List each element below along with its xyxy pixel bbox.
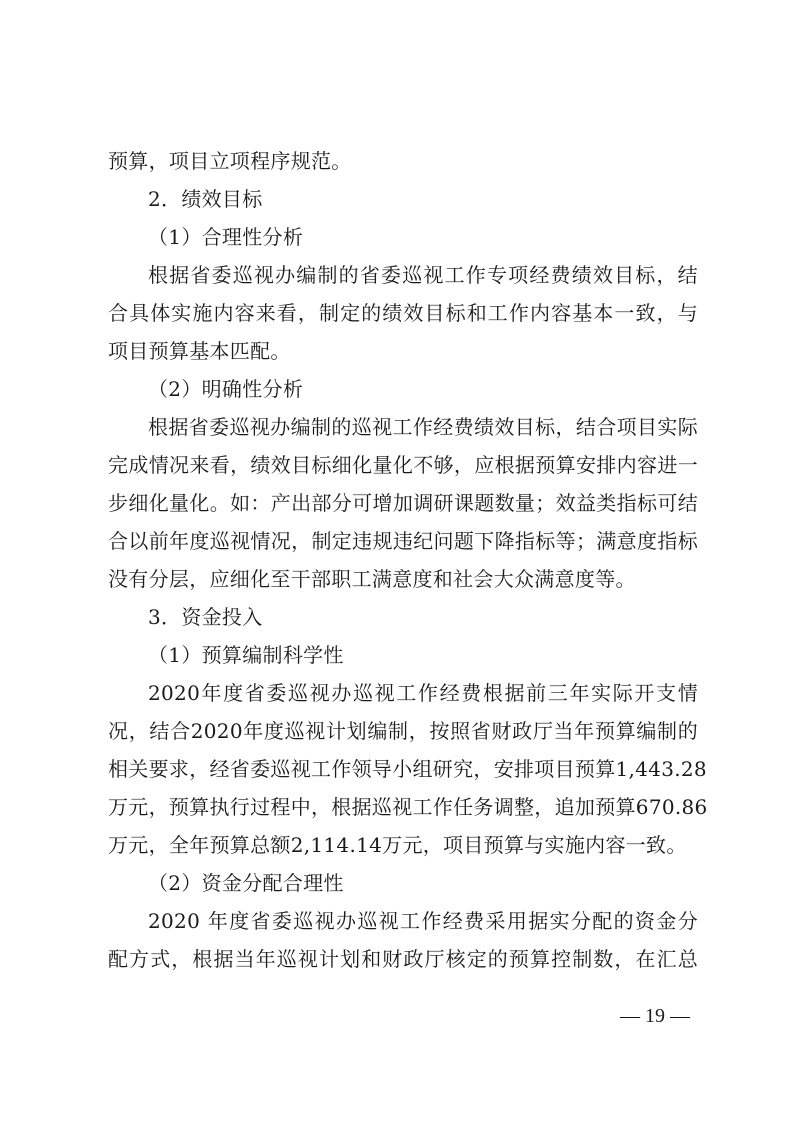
page-number: — 19 — [620,1005,690,1027]
paragraph-line: 项目预算基本匹配。 [108,339,291,363]
paragraph-line: 2020年度省委巡视办巡视工作经费根据前三年实际开支情 [148,681,698,705]
paragraph-line: 合以前年度巡视情况，制定违规违纪问题下降指标等；满意度指标 [108,529,698,553]
paragraph-line: 步细化量化。如：产出部分可增加调研课题数量；效益类指标可结 [108,491,698,515]
paragraph-line-continuation: 预算，项目立项程序规范。 [108,149,352,173]
section-heading-funding-input: 3．资金投入 [148,605,263,629]
paragraph-line: 配方式，根据当年巡视计划和财政厅核定的预算控制数，在汇总 [108,947,698,971]
subheading-clarity-analysis: （2）明确性分析 [148,377,304,401]
paragraph-line: 完成情况来看，绩效目标细化量化不够，应根据预算安排内容进一 [108,453,698,477]
paragraph-line: 根据省委巡视办编制的巡视工作经费绩效目标，结合项目实际 [148,415,698,439]
paragraph-line: 合具体实施内容来看，制定的绩效目标和工作内容基本一致，与 [108,301,698,325]
section-heading-performance-goals: 2．绩效目标 [148,187,263,211]
paragraph-line: 万元，预算执行过程中，根据巡视工作任务调整，追加预算670.86 [108,795,708,819]
paragraph-line: 相关要求，经省委巡视工作领导小组研究，安排项目预算1,443.28 [108,757,707,781]
paragraph-line: 万元，全年预算总额2,114.14万元，项目预算与实施内容一致。 [108,833,687,857]
paragraph-line: 况，结合2020年度巡视计划编制，按照省财政厅当年预算编制的 [108,719,698,743]
paragraph-line: 没有分层，应细化至干部职工满意度和社会大众满意度等。 [108,567,636,591]
subheading-rationality-analysis: （1）合理性分析 [148,225,304,249]
paragraph-line: 2020 年度省委巡视办巡视工作经费采用据实分配的资金分 [148,909,698,933]
subheading-budget-scientificity: （1）预算编制科学性 [148,643,344,667]
paragraph-line: 根据省委巡视办编制的省委巡视工作专项经费绩效目标，结 [148,263,698,287]
subheading-allocation-rationality: （2）资金分配合理性 [148,871,344,895]
